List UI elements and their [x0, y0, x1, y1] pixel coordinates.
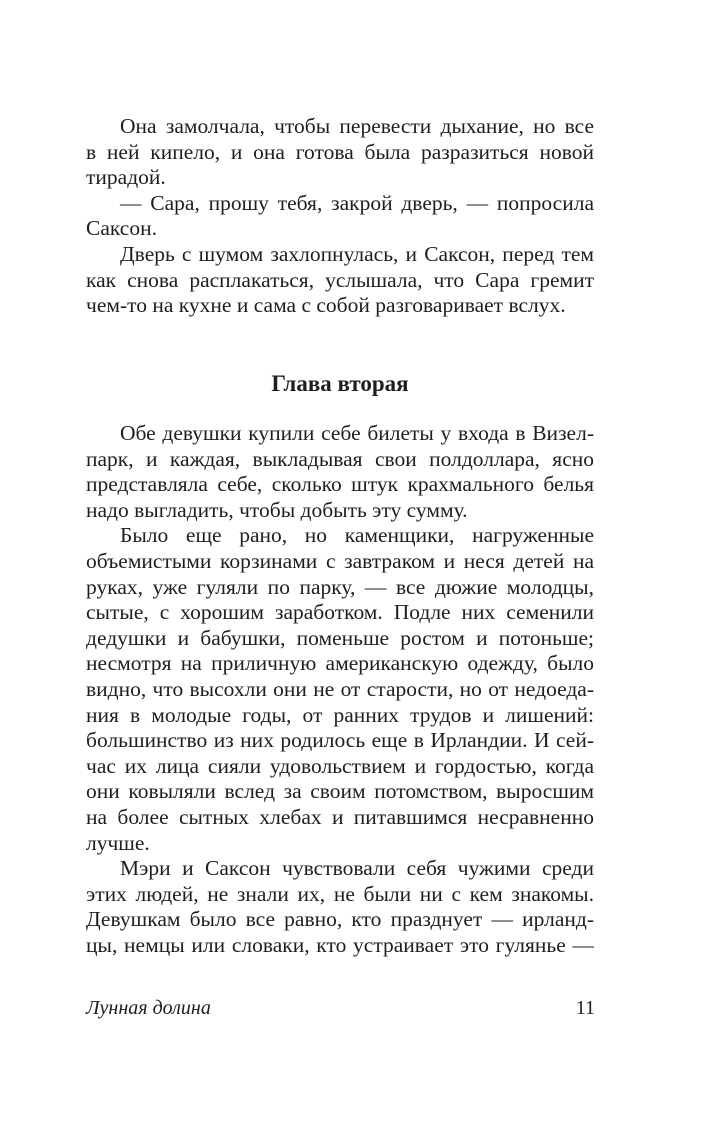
text-line: в ней кипело, и она готова была разразиться новой	[86, 139, 594, 164]
text-line: на более сытных хлебах и питавшимся несравненно	[86, 804, 594, 829]
text-line: видно, что высохли они не от старости, но от недоеда-	[86, 676, 594, 701]
text-line: Мэри и Саксон чувствовали себя чужими среди	[120, 856, 594, 881]
text-line: ния в молодые годы, от ранних трудов и лишений:	[86, 702, 594, 727]
text-line: объемистыми корзинами с завтраком и неся детей на	[86, 548, 594, 573]
text-line: этих людей, не знали их, не были ни с кем знакомы.	[86, 881, 594, 906]
previous-chapter-text	[86, 114, 594, 319]
text-line: Было еще рано, но каменщики, нагруженные	[120, 523, 594, 548]
text-line: Саксон.	[86, 216, 157, 241]
text-line: большинство из них родилось еще в Ирландии. И сей-	[86, 728, 594, 753]
chapter-title: Глава вторая	[271, 371, 409, 396]
text-line: несмотря на приличную американскую одежду, было	[86, 651, 594, 676]
running-footer-book-title: Лунная долина	[86, 997, 211, 1019]
text-line: час их лица сияли удовольствием и гордостью, когда	[86, 753, 594, 778]
text-line: дедушки и бабушки, поменьше ростом и потоньше;	[86, 625, 594, 650]
text-line: представляла себе, сколько штук крахмального белья	[86, 472, 594, 497]
text-line: они ковыляли вслед за своим потомством, выросшим	[86, 779, 594, 804]
text-line: цы, немцы или словаки, кто устраивает это гулянье —	[86, 932, 594, 957]
text-line: тирадой.	[86, 165, 166, 190]
page-number: 11	[575, 997, 595, 1019]
text-line: чем-то на кухне и сама с собой разговаривает вслух.	[86, 293, 566, 318]
text-line: Обе девушки купили себе билеты у входа в Визел-	[120, 421, 594, 445]
text-line: парк, и каждая, выкладывая свои полдоллара, ясно	[86, 446, 594, 471]
text-line: — Сара, прошу тебя, закрой дверь, — попросила	[120, 190, 594, 215]
text-line: надо выгладить, чтобы добыть эту сумму.	[86, 497, 468, 522]
text-line: Дверь с шумом захлопнулась, и Саксон, перед тем	[120, 241, 594, 266]
text-line: Девушкам было все равно, кто празднует — ирланд-	[86, 907, 594, 932]
text-line: Она замолчала, чтобы перевести дыхание, но все	[120, 114, 594, 138]
text-line: лучше.	[86, 830, 150, 855]
text-line: как снова расплакаться, услышала, что Сара гремит	[86, 267, 594, 292]
text-line: руках, уже гуляли по парку, — все дюжие молодцы,	[86, 574, 594, 599]
chapter-body-text	[86, 421, 594, 958]
text-line: сытые, с хорошим заработком. Подле них семенили	[86, 600, 594, 625]
